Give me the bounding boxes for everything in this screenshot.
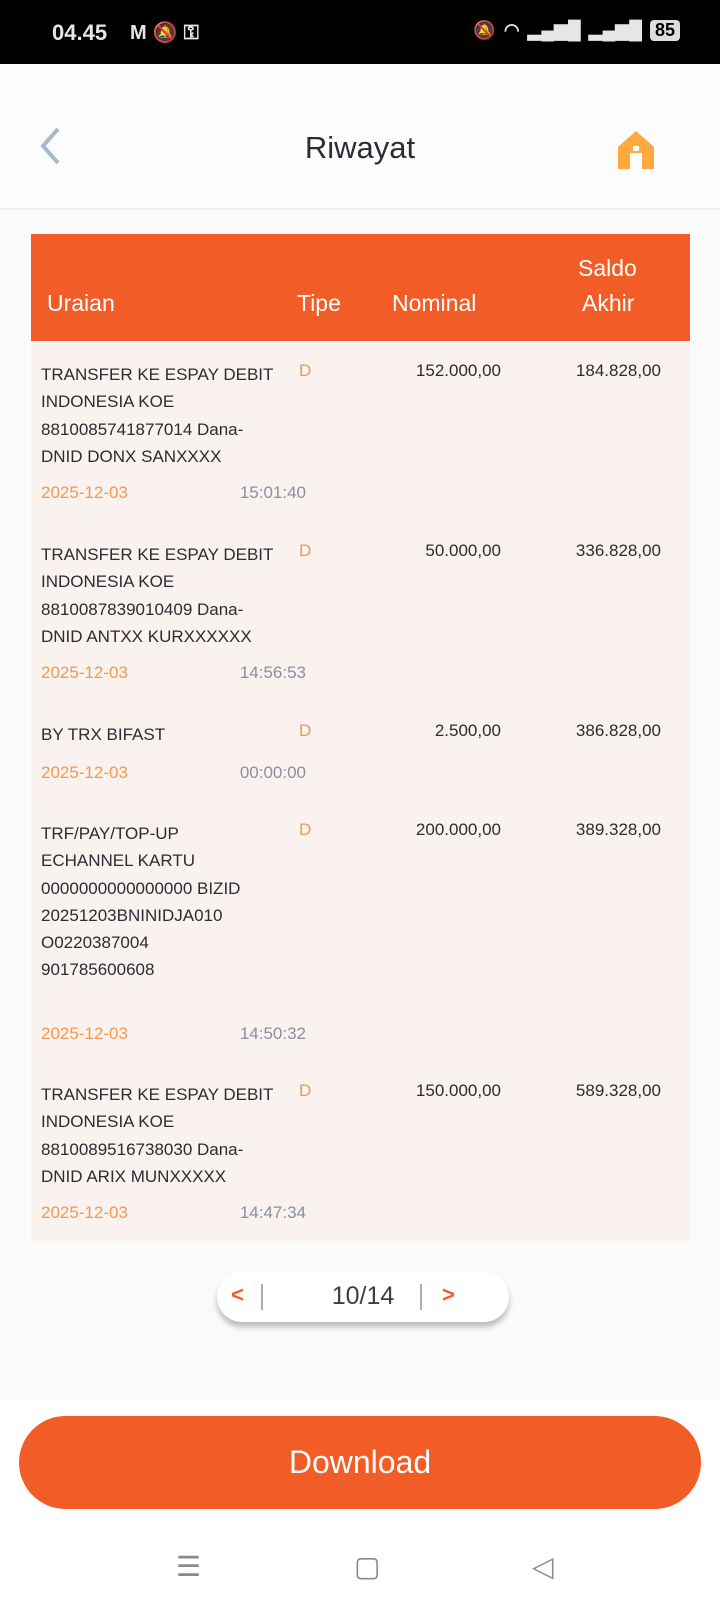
home-button[interactable] xyxy=(618,131,654,174)
row-type: D xyxy=(299,541,312,560)
page-indicator: 10/14 xyxy=(331,1282,395,1310)
row-description: TRANSFER KE ESPAY DEBIT INDONESIA KOE 8810085741877014 Dana-DNID DONX SANXXXX xyxy=(41,365,274,466)
back-triangle-icon[interactable]: ◁ xyxy=(532,1551,554,1582)
row-type: D xyxy=(299,1081,312,1100)
row-balance: 389.328,00 xyxy=(575,820,661,839)
system-icons xyxy=(473,20,680,41)
table-row[interactable] xyxy=(31,521,690,701)
row-nominal: 2.500,00 xyxy=(434,721,501,740)
download-button[interactable]: Download xyxy=(19,1416,701,1509)
col-uraian: Uraian xyxy=(47,290,115,316)
col-nominal: Nominal xyxy=(392,290,477,316)
row-description: TRANSFER KE ESPAY DEBIT INDONESIA KOE 8810089516738030 Dana-DNID ARIX MUNXXXXX xyxy=(41,1085,274,1186)
row-nominal: 50.000,00 xyxy=(425,541,501,560)
row-date: 2025-12-03 xyxy=(41,763,128,782)
home-square-icon[interactable]: ▢ xyxy=(354,1551,381,1582)
transaction-table xyxy=(31,234,690,1241)
row-description: TRF/PAY/TOP-UP ECHANNEL KARTU 0000000000000000 BIZID 20251203BNINIDJA010 O0220387004 901785600608 xyxy=(41,824,241,980)
wifi-icon: ◠ xyxy=(503,20,520,40)
battery-icon: 85 xyxy=(650,20,680,41)
row-description: TRANSFER KE ESPAY DEBIT INDONESIA KOE 8810087839010409 Dana-DNID ANTXX KURXXXXXX xyxy=(41,545,274,646)
row-time: 14:50:32 xyxy=(239,1024,306,1043)
system-nav-bar xyxy=(0,1550,720,1590)
page-title: Riwayat xyxy=(304,130,416,165)
row-time: 14:56:53 xyxy=(239,663,306,682)
row-type: D xyxy=(299,820,312,839)
footer xyxy=(0,1400,720,1612)
row-balance: 184.828,00 xyxy=(575,361,661,380)
prev-page-button[interactable]: < xyxy=(231,1282,244,1307)
row-nominal: 150.000,00 xyxy=(415,1081,501,1100)
table-row[interactable] xyxy=(31,701,690,800)
row-date: 2025-12-03 xyxy=(41,483,128,502)
status-time: 04.45 xyxy=(52,20,108,45)
row-balance: 336.828,00 xyxy=(575,541,661,560)
row-time: 15:01:40 xyxy=(239,483,306,502)
row-type: D xyxy=(299,721,312,740)
signal-icon: ▂▄▆█ xyxy=(527,20,581,40)
col-akhir: Akhir xyxy=(582,290,635,316)
row-balance: 386.828,00 xyxy=(575,721,661,740)
table-row[interactable] xyxy=(31,800,690,1061)
signal-icon-2: ▂▄▆█ xyxy=(588,20,642,40)
row-nominal: 200.000,00 xyxy=(415,820,501,839)
pagination xyxy=(217,1272,509,1322)
status-bar xyxy=(0,0,720,64)
row-description: BY TRX BIFAST xyxy=(41,725,166,744)
divider xyxy=(420,1284,422,1310)
table-header xyxy=(31,234,690,341)
app-header xyxy=(0,64,720,210)
next-page-button[interactable]: > xyxy=(442,1282,455,1307)
row-time: 14:47:34 xyxy=(239,1203,306,1222)
home-icon xyxy=(618,131,654,169)
row-time: 00:00:00 xyxy=(239,763,306,782)
table-row[interactable] xyxy=(31,1061,690,1241)
row-balance: 589.328,00 xyxy=(575,1081,661,1100)
mute-icon: 🔕 xyxy=(473,20,496,40)
row-type: D xyxy=(299,361,312,380)
col-tipe: Tipe xyxy=(297,290,341,316)
row-date: 2025-12-03 xyxy=(41,663,128,682)
row-nominal: 152.000,00 xyxy=(415,361,501,380)
table-row[interactable] xyxy=(31,341,690,521)
row-date: 2025-12-03 xyxy=(41,1024,128,1043)
col-saldo: Saldo xyxy=(578,255,637,281)
row-date: 2025-12-03 xyxy=(41,1203,128,1222)
menu-icon[interactable]: ☰ xyxy=(176,1551,202,1582)
notification-icons: M🔕⚿ xyxy=(130,22,205,44)
